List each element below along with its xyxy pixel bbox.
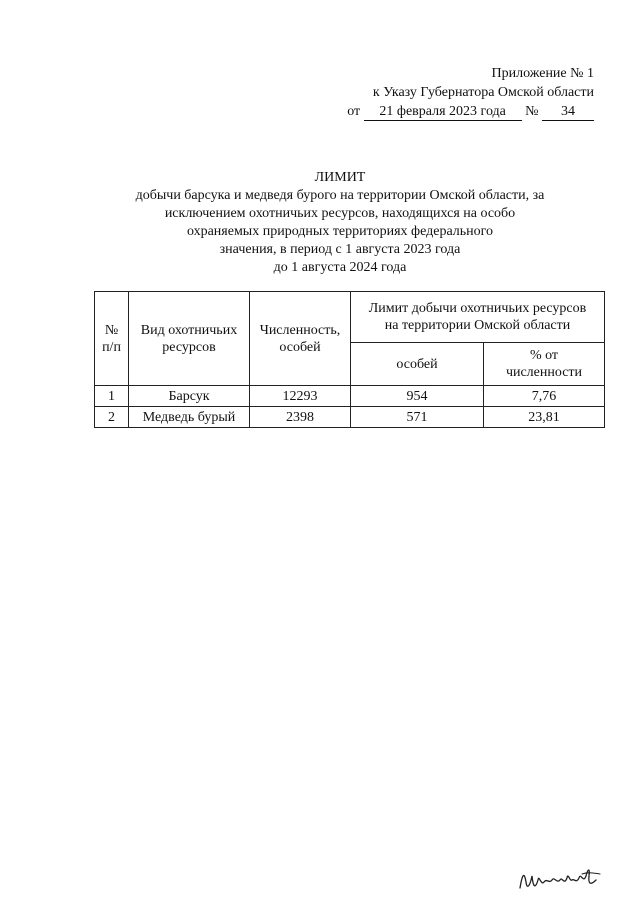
cell-population: 12293 [250,386,351,407]
cell-species: Барсук [129,386,250,407]
appendix-decree-reference: к Указу Губернатора Омской области [372,85,594,100]
table-row [95,386,605,407]
title-line: значения, в период с 1 августа 2023 года [219,242,461,257]
appendix-title: Приложение № 1 [491,66,594,81]
header-population-line: Численность, [259,322,341,338]
cell-number: 2 [95,407,129,428]
title-line: исключением охотничьих ресурсов, находящихся на особо [164,206,516,221]
header-number [95,292,129,386]
header-number-line: № [104,322,119,338]
header-species-line: Вид охотничьих [140,322,238,338]
header-limit-percent-line: % от [529,348,559,363]
header-limit-count: особей [351,343,484,386]
header-population [250,292,351,386]
cell-population: 2398 [250,407,351,428]
appendix-block [347,64,594,121]
handwritten-signature [516,862,606,898]
title-line: добычи барсука и медведя бурого на территории Омской области, за [135,188,545,203]
header-limit-percent [484,343,605,386]
header-number-line: п/п [102,339,121,355]
document-title [90,169,590,277]
header-species-line: ресурсов [162,339,216,355]
cell-number: 1 [95,386,129,407]
title-line: до 1 августа 2024 года [273,260,407,275]
header-population-line: особей [279,339,321,355]
appendix-from-label: от [347,104,361,119]
appendix-date-line [347,102,594,121]
title-line: охраняемых природных территориях федерального [186,224,494,239]
header-limit-group-line: на территории Омской области [384,318,571,333]
table-row [95,407,605,428]
cell-species: Медведь бурый [129,407,250,428]
cell-limit: 571 [351,407,484,428]
appendix-number-label: № [525,104,539,119]
appendix-number: 34 [542,104,594,121]
header-limit-group-line: Лимит добычи охотничьих ресурсов [368,301,587,316]
cell-limit: 954 [351,386,484,407]
cell-percent: 23,81 [484,407,605,428]
title-heading: ЛИМИТ [314,170,366,185]
limit-table [94,291,605,428]
header-species [129,292,250,386]
appendix-date: 21 февраля 2023 года [364,104,522,121]
header-limit-group [351,292,605,343]
cell-percent: 7,76 [484,386,605,407]
header-limit-percent-line: численности [505,365,583,380]
